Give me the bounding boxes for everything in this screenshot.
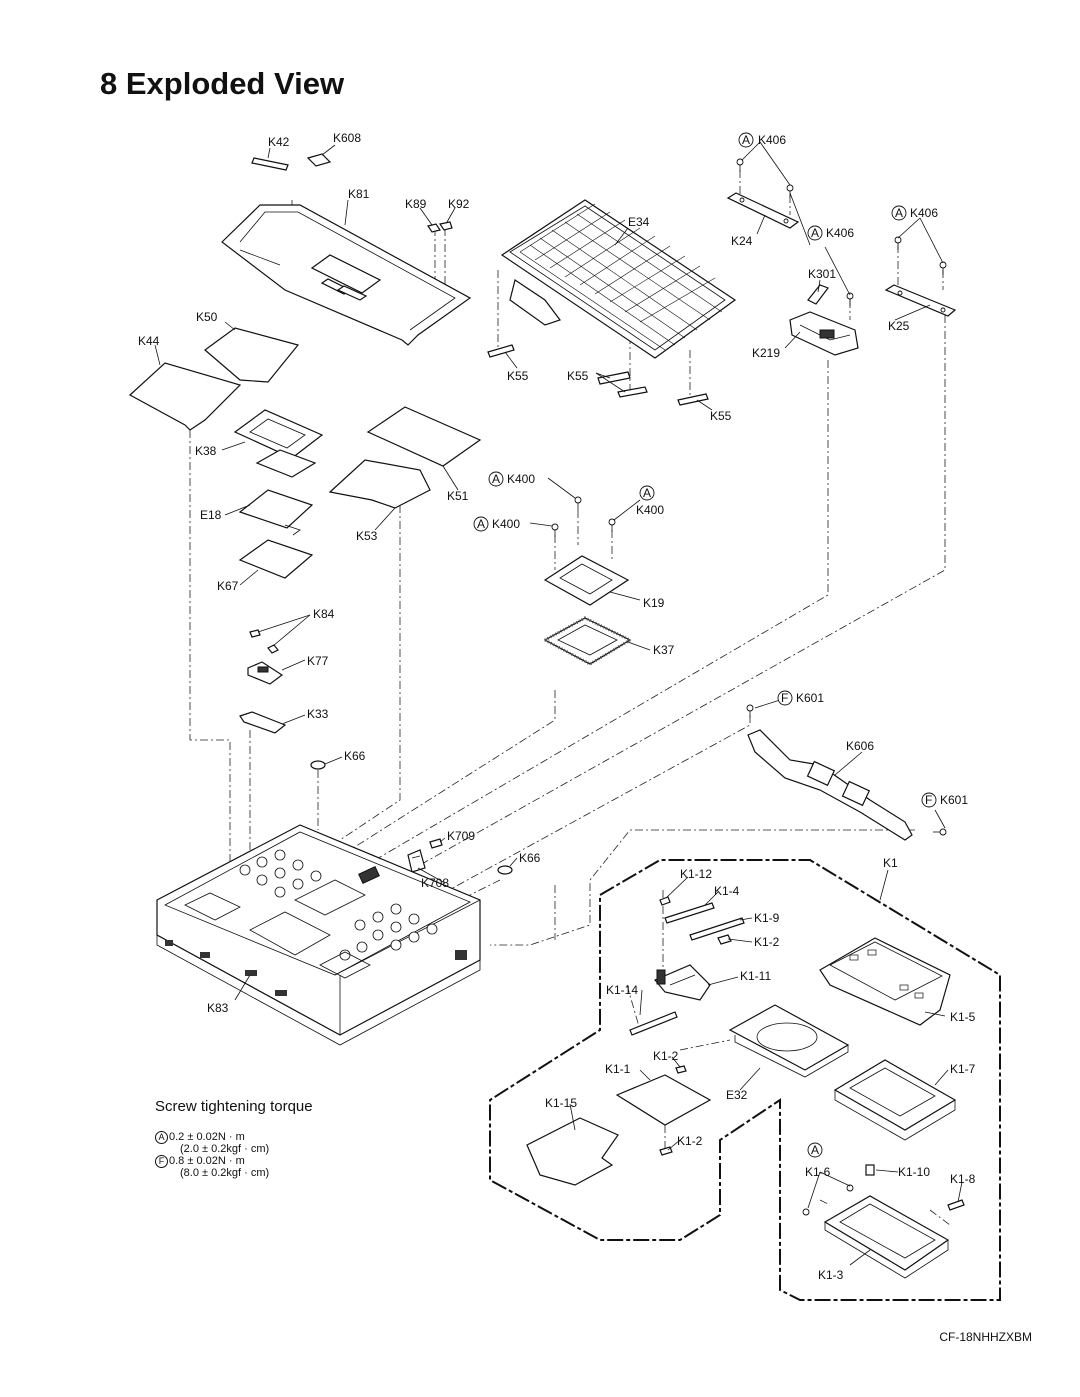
torque-row-a <box>155 1131 313 1143</box>
label-k406-right: K406 <box>910 206 939 220</box>
label-k1-10: K1-10 <box>898 1165 931 1179</box>
label-e18: E18 <box>200 508 222 522</box>
e32-hdd <box>730 1005 848 1077</box>
torque-row-f-alt <box>155 1167 313 1179</box>
label-k400-left: K400 <box>492 517 521 531</box>
label-k601-right: K601 <box>940 793 969 807</box>
k89-clip <box>428 224 440 232</box>
k1-2-pad-mid <box>676 1066 686 1073</box>
label-k38: K38 <box>195 444 217 458</box>
k67-sheet <box>240 540 312 578</box>
torque-f-metric: 0.8 ± 0.02N · m <box>169 1155 245 1167</box>
label-k77: K77 <box>307 654 329 668</box>
k1-1-sheet <box>617 1075 710 1125</box>
k1-8-strip <box>948 1200 964 1210</box>
label-k1-2-top: K1-2 <box>754 935 780 949</box>
label-k42: K42 <box>268 135 290 149</box>
label-k1-2-low: K1-2 <box>677 1134 703 1148</box>
label-k1-4: K1-4 <box>714 884 740 898</box>
mark-a-k406-right: A <box>895 206 904 220</box>
torque-a-metric: 0.2 ± 0.02N · m <box>169 1131 245 1143</box>
label-e34: E34 <box>628 215 650 229</box>
label-k601-top: K601 <box>796 691 825 705</box>
k38-sheet <box>235 410 322 477</box>
mark-a-k400-right: A <box>643 486 652 500</box>
label-k83: K83 <box>207 1001 229 1015</box>
label-e32: E32 <box>726 1088 748 1102</box>
mark-f-k601-top: F <box>781 691 789 705</box>
label-k81: K81 <box>348 187 370 201</box>
label-k89: K89 <box>405 197 427 211</box>
torque-mark-a: A <box>155 1131 168 1144</box>
k1-12-tab <box>660 897 670 905</box>
mark-a-k400-left: A <box>477 517 486 531</box>
label-k1-1: K1-1 <box>605 1062 631 1076</box>
label-k1-14: K1-14 <box>606 983 639 997</box>
label-k25: K25 <box>888 319 910 333</box>
label-k19: K19 <box>643 596 665 610</box>
label-k400-top: K400 <box>507 472 536 486</box>
label-k1-9: K1-9 <box>754 911 780 925</box>
k606-cable <box>748 730 912 840</box>
mark-a-k406-top: A <box>742 133 751 147</box>
e18-sheet <box>240 490 312 535</box>
torque-mark-f: F <box>155 1155 168 1168</box>
label-k84: K84 <box>313 607 335 621</box>
chassis-base <box>157 825 480 1045</box>
k1-15-sheet <box>527 1118 618 1185</box>
label-k219: K219 <box>752 346 781 360</box>
label-k1-8: K1-8 <box>950 1172 976 1186</box>
k219-hinge <box>790 312 858 355</box>
label-k24: K24 <box>731 234 753 248</box>
torque-row-f <box>155 1155 313 1167</box>
label-k1-7: K1-7 <box>950 1062 976 1076</box>
k51-sheet <box>368 407 480 466</box>
mark-a-k406-mid: A <box>811 226 820 240</box>
k37-frame <box>545 618 630 664</box>
k1-10-bumper <box>866 1165 874 1175</box>
label-k53: K53 <box>356 529 378 543</box>
label-k1-15: K1-15 <box>545 1096 578 1110</box>
k84-pads <box>250 630 278 653</box>
k53-sheet <box>330 460 430 508</box>
label-k44: K44 <box>138 334 160 348</box>
k42-strip <box>252 158 288 170</box>
label-k92: K92 <box>448 197 470 211</box>
k66-foot-upper <box>311 761 325 769</box>
k19-plate <box>545 556 628 605</box>
label-k400-right: K400 <box>636 503 665 517</box>
mark-a-k1-6: A <box>811 1143 820 1157</box>
e34-keyboard <box>502 200 735 358</box>
k77-bracket <box>248 662 282 684</box>
label-k406-top: K406 <box>758 133 787 147</box>
k1-7-cover <box>835 1060 955 1140</box>
label-k606: K606 <box>846 739 875 753</box>
k1-5-case <box>820 938 950 1025</box>
k66-foot-lower <box>498 866 512 874</box>
torque-title: Screw tightening torque <box>155 1098 313 1115</box>
label-k1-5: K1-5 <box>950 1010 976 1024</box>
k709-pad <box>430 839 442 848</box>
k1-9-strip <box>690 918 744 940</box>
label-k1-11: K1-11 <box>740 969 772 983</box>
label-k1-3: K1-3 <box>818 1268 844 1282</box>
k24-hinge-bracket <box>728 193 798 228</box>
k1-14-strip <box>630 1012 677 1035</box>
label-k55-a: K55 <box>507 369 529 383</box>
label-k67: K67 <box>217 579 239 593</box>
k1-4-strip <box>665 903 714 923</box>
label-k1-12: K1-12 <box>680 867 713 881</box>
label-k51: K51 <box>447 489 469 503</box>
torque-legend <box>155 1098 313 1179</box>
torque-f-kgf: (8.0 ± 0.2kgf · cm) <box>180 1167 270 1179</box>
label-k1-6: K1-6 <box>805 1165 831 1179</box>
model-number: CF-18NHHZXBM <box>939 1330 1032 1344</box>
torque-a-kgf: (2.0 ± 0.2kgf · cm) <box>180 1143 270 1155</box>
k92-clip <box>440 222 452 230</box>
torque-row-a-alt <box>155 1143 313 1155</box>
mark-f-k601-right: F <box>925 793 933 807</box>
label-k301: K301 <box>808 267 837 281</box>
k1-11-bracket <box>655 965 710 1000</box>
k1-3-tray <box>825 1196 948 1278</box>
label-k1: K1 <box>883 856 898 870</box>
k708-bracket <box>408 850 425 872</box>
page-title: 8 Exploded View <box>100 66 345 101</box>
label-k37: K37 <box>653 643 675 657</box>
label-k608: K608 <box>333 131 362 145</box>
label-k1-2-mid: K1-2 <box>653 1049 679 1063</box>
k50-sheet <box>205 328 298 382</box>
k301-plate <box>808 285 828 304</box>
label-k33: K33 <box>307 707 329 721</box>
label-k709: K709 <box>447 829 476 843</box>
k25-hinge-bracket <box>886 285 955 316</box>
k44-sheet <box>130 363 240 430</box>
label-k708: K708 <box>421 876 450 890</box>
label-k406-mid: K406 <box>826 226 855 240</box>
label-k66-lower: K66 <box>519 851 541 865</box>
mark-a-k400-top: A <box>492 472 501 486</box>
label-k55-c: K55 <box>710 409 732 423</box>
label-k50: K50 <box>196 310 218 324</box>
label-k66-upper: K66 <box>344 749 366 763</box>
k608-tab <box>308 154 330 166</box>
k33-bracket <box>240 712 285 733</box>
label-k55-b: K55 <box>567 369 589 383</box>
